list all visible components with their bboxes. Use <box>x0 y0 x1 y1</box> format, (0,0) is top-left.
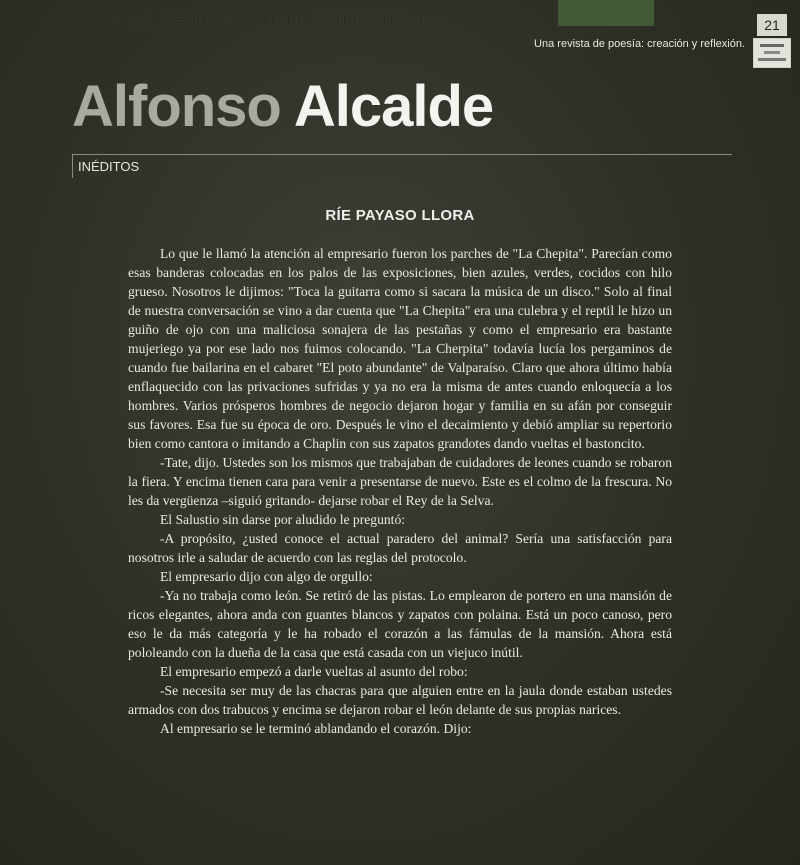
paragraph: El empresario dijo con algo de orgullo: <box>160 569 373 584</box>
section-rule <box>72 154 732 155</box>
section-rule-vertical <box>72 154 73 178</box>
author-name <box>72 72 493 142</box>
color-strip <box>558 0 654 26</box>
author-last-name: Alcalde <box>293 74 494 139</box>
paragraph: Al empresario se le terminó ablandando el corazón. Dijo: <box>160 721 472 736</box>
paragraph: El empresario empezó a darle vueltas al asunto del robo: <box>160 664 468 679</box>
section-label: INÉDITOS <box>78 159 140 174</box>
magazine-logo-icon <box>753 38 791 68</box>
paragraph: El Salustio sin darse por aludido le preguntó: <box>160 512 406 527</box>
paragraph: -Se necesita ser muy de las chacras para que alguien entre en la jaula donde estaban ustedes armados con dos trabucos y encima se dejaron robar el león delante de sus propias narices. <box>128 683 672 717</box>
paragraph: -Ya no trabaja como león. Se retiró de las pistas. Lo emplearon de portero en una mansión de ricos elegantes, ahora anda con guantes blancos y zapatos con polaina. Está un poco canoso, pero eso le da más categoría y le ha robado el corazón a las fámulas de la mansión. Ahora está pololeando con la dueña de la casa que está casada con un viejuco inútil. <box>128 588 672 660</box>
paragraph: -A propósito, ¿usted conoce el actual paradero del animal? Sería una satisfacción para nosotros irle a saludar de acuerdo con las reglas del protocolo. <box>128 531 672 565</box>
handwritten-note: TRILCE Nº 33 AGOS 2012 p.21-29 <box>111 7 463 36</box>
story-body <box>128 244 672 738</box>
page-number: 21 <box>757 14 787 36</box>
story-title: RÍE PAYASO LLORA <box>325 207 475 224</box>
paragraph: -Tate, dijo. Ustedes son los mismos que trabajaban de cuidadores de leones cuando se robaron la fiera. Y encima tienen cara para venir a presentarse de nuevo. Este es el colmo de la frescura. No les da vergüenza –siguió gritando- dejarse robar el Rey de la Selva. <box>128 455 672 508</box>
magazine-tagline: Una revista de poesía: creación y reflexión. <box>534 38 745 50</box>
paragraph: Lo que le llamó la atención al empresario fueron los parches de "La Chepita". Parecían como esas banderas colocadas en los palos de las exposiciones, bien azules, verdes, cocidos con hilo grueso. Nosotros le dijimos: "Toca la guitarra como si sacara la música de un disco." Solo al final de nuestra conversación se vino a dar cuenta que "La Chepita" era una culebra y el reptil le hizo un guiño de ojo con una maliciosa sonajera de las pestañas y como el empresario era bastante mujeriego ya por ese lado nos fuimos colocando. "La Cherpita" todavía lucía los pergaminos de cuando fue bailarina en el cabaret "El poto abundante" de Valparaíso. Claro que ahora último había enflaquecido con las privaciones sufridas y ya no era la misma de antes cuando enloquecía a los hombres. Varios prósperos hombres de negocio dejaron hogar y familia en su afán por conseguir sus favores. Esa fue su época de oro. Después le vino el decaimiento y debió ampliar su repertorio bien como cantora o imitando a Chaplin con sus zapatos grandotes dando vueltas el bastoncito. <box>128 246 672 451</box>
author-first-name: Alfonso <box>72 74 281 139</box>
